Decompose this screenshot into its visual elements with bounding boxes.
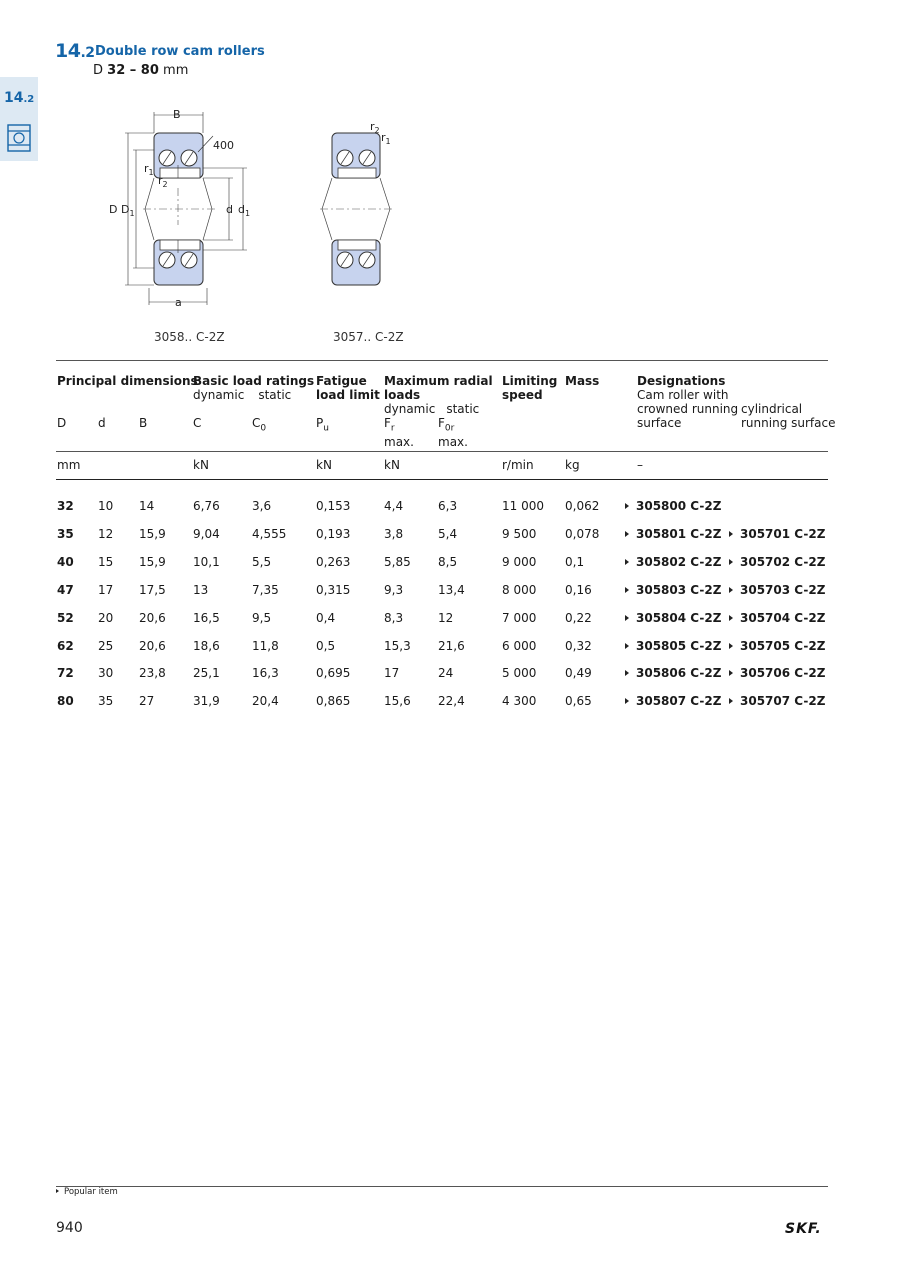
hdr-principal-dimensions: Principal dimensions — [57, 374, 198, 388]
cell-Fr: 8,3 — [384, 610, 404, 625]
cell-Fr: 5,85 — [384, 554, 411, 569]
popular-marker-icon — [729, 670, 733, 676]
cell-F0r: 22,4 — [438, 694, 465, 709]
cell-D: 32 — [57, 499, 74, 513]
unit-kN-load: kN — [193, 458, 209, 472]
cell-crowned: 305800 C-2Z — [625, 499, 721, 513]
cell-C0: 4,555 — [252, 526, 287, 541]
footnote: Popular item — [56, 1187, 118, 1197]
cell-D: 40 — [57, 554, 74, 569]
cell-C: 9,04 — [193, 526, 220, 541]
cell-C0: 20,4 — [252, 694, 279, 709]
cell-d: 35 — [98, 694, 114, 709]
table-header-rule — [56, 451, 828, 452]
skf-logo: SKF. — [785, 1221, 822, 1237]
cell-D: 35 — [57, 526, 74, 541]
popular-marker-icon — [625, 698, 629, 704]
unit-mm: mm — [57, 458, 81, 472]
sym-B: B — [139, 416, 148, 430]
cell-C0: 9,5 — [252, 610, 272, 625]
cell-d: 12 — [98, 526, 114, 541]
cell-mass: 0,078 — [565, 526, 600, 541]
cell-C: 31,9 — [193, 694, 220, 709]
table-top-rule — [56, 360, 828, 361]
cell-speed: 11 000 — [502, 499, 544, 513]
cell-C: 25,1 — [193, 666, 220, 681]
popular-marker-icon — [729, 698, 733, 704]
cell-speed: 7 000 — [502, 610, 537, 625]
unit-kN-radial: kN — [384, 458, 400, 472]
page-number: 940 — [56, 1220, 83, 1236]
cell-Fr: 4,4 — [384, 499, 404, 513]
cell-Pu: 0,695 — [316, 666, 351, 681]
cell-D: 52 — [57, 610, 74, 625]
sym-C0: $C_0$ — [252, 416, 267, 434]
label-r1: $r_1$ — [144, 162, 154, 177]
label-r1-right: $r_1$ — [381, 131, 391, 146]
cell-mass: 0,65 — [565, 694, 592, 709]
section-title: Double row cam rollers — [95, 44, 265, 59]
label-D: D — [109, 203, 118, 216]
cell-d: 25 — [98, 638, 114, 653]
cell-C0: 3,6 — [252, 499, 272, 513]
cell-d: 20 — [98, 610, 114, 625]
cell-D: 62 — [57, 638, 74, 653]
cell-Fr: 15,6 — [384, 694, 411, 709]
cell-mass: 0,32 — [565, 638, 592, 653]
cell-Fr: 3,8 — [384, 526, 404, 541]
cell-mass: 0,49 — [565, 666, 592, 681]
caption-3057: 3057.. C-2Z — [333, 330, 404, 344]
popular-marker-icon — [625, 503, 629, 509]
label-r2: $r_2$ — [158, 174, 168, 189]
cell-D: 80 — [57, 694, 74, 709]
cell-cyl: 305705 C-2Z — [729, 639, 825, 653]
cell-B: 14 — [139, 499, 155, 513]
cell-B: 17,5 — [139, 582, 166, 597]
unit-rmin: r/min — [502, 458, 534, 472]
cell-d: 17 — [98, 582, 114, 597]
popular-marker-icon — [729, 615, 733, 621]
chapter-tab-number: 14.2 — [4, 90, 35, 106]
hdr-cylindrical-running-surface: cylindrical running surface — [741, 402, 836, 430]
cell-B: 20,6 — [139, 638, 166, 653]
cell-d: 10 — [98, 499, 114, 513]
cell-speed: 9 000 — [502, 554, 537, 569]
hdr-basic-load-ratings: Basic load ratings dynamic static — [193, 374, 315, 402]
popular-marker-icon — [625, 559, 629, 565]
label-d: d — [226, 203, 233, 216]
cell-F0r: 12 — [438, 610, 454, 625]
cell-cyl: 305706 C-2Z — [729, 666, 825, 680]
cell-cyl: 305707 C-2Z — [729, 694, 825, 708]
sym-F0r: $F_{0r}$ max. — [438, 416, 468, 450]
hdr-fatigue-load-limit: Fatigue load limit — [316, 374, 380, 402]
cell-Pu: 0,153 — [316, 499, 351, 513]
cell-crowned: 305801 C-2Z — [625, 527, 721, 541]
cell-D: 72 — [57, 666, 74, 681]
bearing-icon — [7, 124, 31, 152]
chapter-tab — [0, 77, 38, 161]
cell-crowned: 305805 C-2Z — [625, 639, 721, 653]
popular-marker-icon — [729, 559, 733, 565]
cell-Pu: 0,865 — [316, 694, 351, 709]
label-B: B — [173, 108, 181, 121]
unit-dash: – — [637, 458, 643, 472]
popular-marker-icon — [625, 670, 629, 676]
unit-kg: kg — [565, 458, 580, 472]
cell-B: 23,8 — [139, 666, 166, 681]
cell-speed: 5 000 — [502, 666, 537, 681]
cell-B: 15,9 — [139, 554, 166, 569]
label-a: a — [175, 296, 182, 309]
sym-D: D — [57, 416, 67, 430]
cell-B: 15,9 — [139, 526, 166, 541]
cell-F0r: 24 — [438, 666, 454, 681]
cell-C: 18,6 — [193, 638, 220, 653]
cell-F0r: 21,6 — [438, 638, 465, 653]
section-number: 14.2 — [55, 40, 95, 62]
cell-d: 30 — [98, 666, 114, 681]
popular-marker-icon — [625, 643, 629, 649]
cell-crowned: 305802 C-2Z — [625, 555, 721, 569]
cell-C: 13 — [193, 582, 209, 597]
cell-speed: 8 000 — [502, 582, 537, 597]
drawing-3058 — [105, 100, 265, 315]
hdr-maximum-radial-loads: Maximum radial loads dynamic static — [384, 374, 493, 416]
cell-C: 6,76 — [193, 499, 220, 513]
cell-d: 15 — [98, 554, 114, 569]
cell-C: 10,1 — [193, 554, 220, 569]
cell-C0: 7,35 — [252, 582, 279, 597]
cell-mass: 0,22 — [565, 610, 592, 625]
cell-F0r: 8,5 — [438, 554, 458, 569]
cell-Pu: 0,263 — [316, 554, 351, 569]
cell-B: 20,6 — [139, 610, 166, 625]
cell-Pu: 0,315 — [316, 582, 351, 597]
sym-Fr: $F_r$ max. — [384, 416, 414, 450]
cell-C0: 16,3 — [252, 666, 279, 681]
cell-cyl: 305702 C-2Z — [729, 555, 825, 569]
cell-crowned: 305803 C-2Z — [625, 583, 721, 597]
cell-crowned: 305806 C-2Z — [625, 666, 721, 680]
label-D1: $D_1$ — [121, 203, 135, 218]
cell-speed: 4 300 — [502, 694, 537, 709]
sym-C: C — [193, 416, 202, 430]
cell-speed: 9 500 — [502, 526, 537, 541]
label-angle: 400 — [213, 139, 234, 152]
popular-marker-icon — [625, 587, 629, 593]
unit-kN-fatigue: kN — [316, 458, 332, 472]
popular-marker-icon — [625, 531, 629, 537]
caption-3058: 3058.. C-2Z — [154, 330, 225, 344]
cell-Pu: 0,4 — [316, 610, 336, 625]
label-d1: $d_1$ — [238, 203, 251, 218]
label-r2-right: $r_2$ — [370, 120, 380, 135]
cell-F0r: 5,4 — [438, 526, 458, 541]
cell-mass: 0,1 — [565, 554, 585, 569]
sym-Pu: $P_u$ — [316, 416, 329, 434]
hdr-limiting-speed: Limiting speed — [502, 374, 558, 402]
sym-d: d — [98, 416, 106, 430]
cell-C: 16,5 — [193, 610, 220, 625]
cell-Fr: 9,3 — [384, 582, 404, 597]
cell-cyl: 305704 C-2Z — [729, 611, 825, 625]
cell-mass: 0,062 — [565, 499, 600, 513]
popular-marker-icon — [729, 531, 733, 537]
popular-marker-icon — [56, 1189, 59, 1193]
cell-cyl: 305703 C-2Z — [729, 583, 825, 597]
cell-C0: 11,8 — [252, 638, 279, 653]
popular-marker-icon — [729, 587, 733, 593]
cell-Pu: 0,193 — [316, 526, 351, 541]
cell-F0r: 13,4 — [438, 582, 465, 597]
cell-Fr: 17 — [384, 666, 400, 681]
cell-B: 27 — [139, 694, 155, 709]
dimension-range: D 32 – 80 mm — [93, 63, 189, 78]
footer-rule — [56, 1186, 828, 1187]
cell-speed: 6 000 — [502, 638, 537, 653]
table-units-rule — [56, 479, 828, 480]
cell-Fr: 15,3 — [384, 638, 411, 653]
hdr-mass: Mass — [565, 374, 600, 388]
cell-Pu: 0,5 — [316, 638, 336, 653]
cell-C0: 5,5 — [252, 554, 272, 569]
drawing-3057 — [310, 115, 410, 295]
popular-marker-icon — [625, 615, 629, 621]
cell-crowned: 305807 C-2Z — [625, 694, 721, 708]
popular-marker-icon — [729, 643, 733, 649]
cell-D: 47 — [57, 582, 74, 597]
cell-crowned: 305804 C-2Z — [625, 611, 721, 625]
cell-F0r: 6,3 — [438, 499, 458, 513]
cell-mass: 0,16 — [565, 582, 592, 597]
cell-cyl: 305701 C-2Z — [729, 527, 825, 541]
hdr-designations: Designations Cam roller with crowned running surface — [637, 374, 739, 430]
